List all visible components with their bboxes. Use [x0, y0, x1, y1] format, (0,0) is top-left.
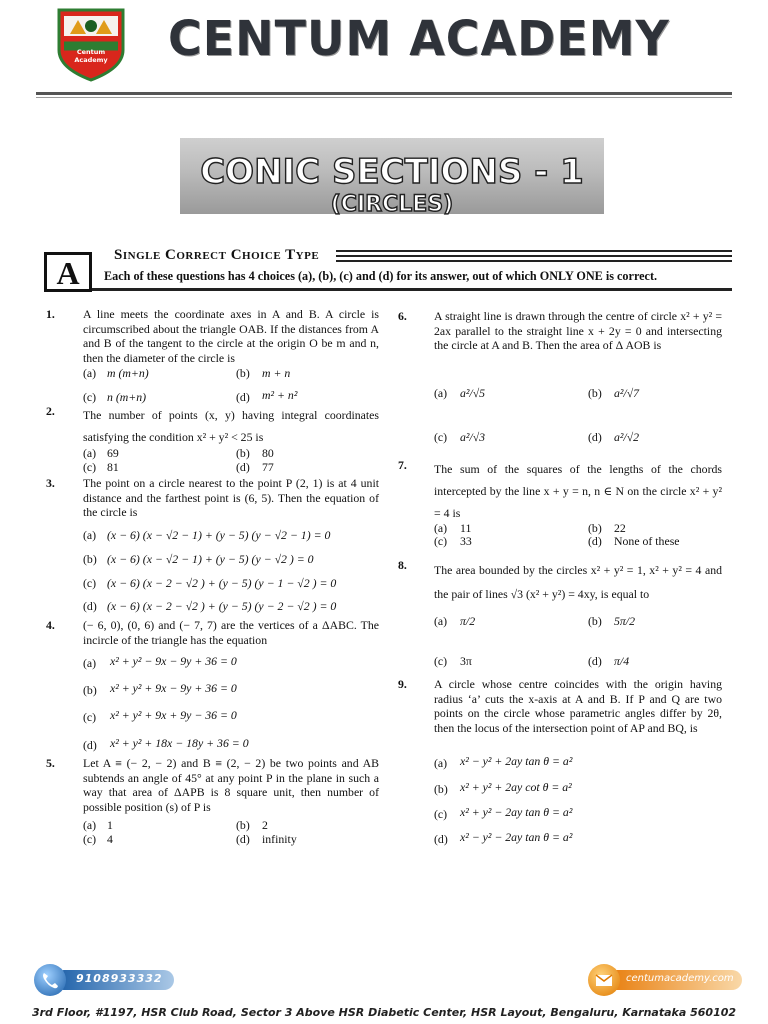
banner-heading	[180, 152, 604, 217]
option-label: (b)	[236, 818, 250, 832]
option-value: (x − 6) (x − 2 − √2 ) + (y − 5) (y − 2 − √2 ) = 0	[107, 599, 337, 613]
question-number: 3.	[46, 476, 55, 490]
option-value: (x − 6) (x − √2 − 1) + (y − 5) (y − √2 ) = 0	[107, 552, 314, 566]
option-label: (d)	[588, 654, 602, 668]
option-label: (a)	[83, 818, 97, 832]
option-label: (b)	[588, 614, 602, 628]
question-text: The point on a circle nearest to the point P (2, 1) is at 4 unit distance and the farthest point is (6, 5). Then the equation of the circle is	[83, 476, 379, 520]
phone-number[interactable]: 9108933332	[76, 972, 163, 985]
option-value: 1	[107, 818, 113, 832]
option-value: π/4	[614, 654, 630, 668]
option-value: m (m+n)	[107, 366, 149, 380]
option-value: x² + y² + 9x − 9y + 36 = 0	[110, 681, 237, 695]
question-number: 1.	[46, 307, 55, 321]
option-value: 81	[107, 460, 119, 474]
option-value: m + n	[262, 366, 291, 380]
email-icon	[588, 964, 620, 996]
section-type: Single Correct Choice Type	[114, 247, 320, 263]
footer-address: 3rd Floor, #1197, HSR Club Road, Sector 3 Above HSR Diabetic Center, HSR Layout, Bengaluru, Karnataka 560102	[31, 1006, 737, 1019]
question-text: A circle whose centre coincides with the origin having radius ‘a’ cuts the x-axis at A and B. If P and Q are two points on the circle whose parametric angles differ by 2θ, then the locus of the intersection point of AP and BQ, is	[434, 677, 722, 735]
banner-subtitle: (CIRCLES)	[330, 192, 454, 217]
option-value: x² − y² − 2ay tan θ = a²	[460, 830, 573, 844]
option-label: (a)	[83, 366, 97, 380]
question-number: 6.	[398, 309, 407, 323]
logo-text: Centum Academy	[74, 48, 108, 64]
option-label: (d)	[83, 738, 97, 752]
option-value: (x − 6) (x − √2 − 1) + (y − 5) (y − √2 − 1) = 0	[107, 528, 331, 542]
option-value: 2	[262, 818, 268, 832]
section-letter: A	[44, 252, 92, 292]
option-value: x² + y² − 9x − 9y + 36 = 0	[110, 654, 237, 668]
option-value: a²/√3	[460, 430, 486, 444]
option-value: 22	[614, 521, 626, 535]
option-value: 5π/2	[614, 614, 635, 628]
option-label: (c)	[434, 534, 448, 548]
option-label: (d)	[588, 534, 602, 548]
option-label: (b)	[236, 446, 250, 460]
option-value: 69	[107, 446, 119, 460]
option-value: None of these	[614, 534, 680, 548]
website-link[interactable]: centumacademy.com	[626, 973, 734, 984]
option-label: (c)	[83, 710, 97, 724]
option-label: (c)	[434, 654, 448, 668]
option-label: (a)	[83, 528, 97, 542]
phone-icon	[34, 964, 66, 996]
section-rules	[336, 250, 732, 265]
option-label: (b)	[83, 683, 97, 697]
option-label: (c)	[83, 832, 97, 846]
header-rule-thin	[36, 97, 732, 98]
question-text: The number of points (x, y) having integral coordinates satisfying the condition x² + y² < 25 is	[83, 408, 379, 444]
question-number: 5.	[46, 756, 55, 770]
section-rule	[92, 288, 732, 291]
option-value: x² − y² + 2ay tan θ = a²	[460, 754, 573, 768]
option-label: (d)	[236, 832, 250, 846]
option-label: (d)	[588, 430, 602, 444]
brand-title: CENTUM ACADEMY	[168, 10, 670, 67]
header-rule	[36, 92, 732, 95]
option-label: (c)	[434, 430, 448, 444]
option-label: (c)	[83, 460, 97, 474]
question-number: 9.	[398, 677, 407, 691]
section-description: Each of these questions has 4 choices (a), (b), (c) and (d) for its answer, out of which ONLY ONE is correct.	[104, 269, 658, 283]
option-label: (c)	[83, 576, 97, 590]
question-text: Let A ≡ (− 2, − 2) and B ≡ (2, − 2) be two points and AB subtends an angle of 45° at any point P in the plane in such a way that area of ΔAPB is 8 square unit, then number of possible position (s) of P is	[83, 756, 379, 814]
option-label: (d)	[236, 390, 250, 404]
logo	[56, 6, 126, 82]
option-value: infinity	[262, 832, 297, 846]
option-value: x² + y² + 9x + 9y − 36 = 0	[110, 708, 237, 722]
banner-title: CONIC SECTIONS - 1	[200, 152, 584, 192]
option-value: 4	[107, 832, 113, 846]
option-label: (d)	[83, 599, 97, 613]
option-label: (b)	[588, 521, 602, 535]
option-label: (a)	[83, 446, 97, 460]
option-label: (b)	[236, 366, 250, 380]
question-text: (− 6, 0), (0, 6) and (− 7, 7) are the vertices of a ΔABC. The incircle of the triangle has the equation	[83, 618, 379, 647]
option-value: π/2	[460, 614, 476, 628]
question-number: 2.	[46, 404, 55, 418]
option-value: a²/√2	[614, 430, 640, 444]
option-label: (a)	[434, 521, 448, 535]
option-value: n (m+n)	[107, 390, 147, 404]
option-value: x² + y² + 2ay cot θ = a²	[460, 780, 572, 794]
option-value: 77	[262, 460, 274, 474]
option-label: (c)	[83, 390, 97, 404]
question-text: The sum of the squares of the lengths of the chords intercepted by the line x + y = n, n ∈ N on the circle x² + y² = 4 is	[434, 462, 722, 520]
option-label: (b)	[588, 386, 602, 400]
question-text: A line meets the coordinate axes in A and B. A circle is circumscribed about the triangle OAB. If the distances from A and B of the tangent to the circle at the origin O be m and n, then the diameter of the circle is	[83, 307, 379, 365]
option-value: 80	[262, 446, 274, 460]
option-label: (d)	[434, 832, 448, 846]
option-label: (c)	[434, 807, 448, 821]
option-label: (d)	[236, 460, 250, 474]
option-value: m² + n²	[262, 388, 298, 402]
question-number: 4.	[46, 618, 55, 632]
option-value: 3π	[460, 654, 472, 668]
option-value: (x − 6) (x − 2 − √2 ) + (y − 5) (y − 1 − √2 ) = 0	[107, 576, 337, 590]
option-label: (b)	[83, 552, 97, 566]
question-text: The area bounded by the circles x² + y² = 1, x² + y² = 4 and the pair of lines √3 (x² + y²) = 4xy, is equal to	[434, 563, 722, 601]
option-label: (a)	[83, 656, 97, 670]
option-value: x² + y² − 2ay tan θ = a²	[460, 805, 573, 819]
option-label: (a)	[434, 756, 448, 770]
option-label: (a)	[434, 614, 448, 628]
option-value: 11	[460, 521, 472, 535]
option-value: x² + y² + 18x − 18y + 36 = 0	[110, 736, 249, 750]
option-label: (b)	[434, 782, 448, 796]
question-number: 8.	[398, 558, 407, 572]
option-value: a²/√7	[614, 386, 640, 400]
question-number: 7.	[398, 458, 407, 472]
title-banner	[180, 138, 604, 217]
question-text: A straight line is drawn through the centre of circle x² + y² = 2ax parallel to the straight line x + 2y = 0 and intersecting the circle at A and B. Then the area of Δ AOB is	[434, 309, 722, 353]
option-value: 33	[460, 534, 472, 548]
option-label: (a)	[434, 386, 448, 400]
option-value: a²/√5	[460, 386, 486, 400]
